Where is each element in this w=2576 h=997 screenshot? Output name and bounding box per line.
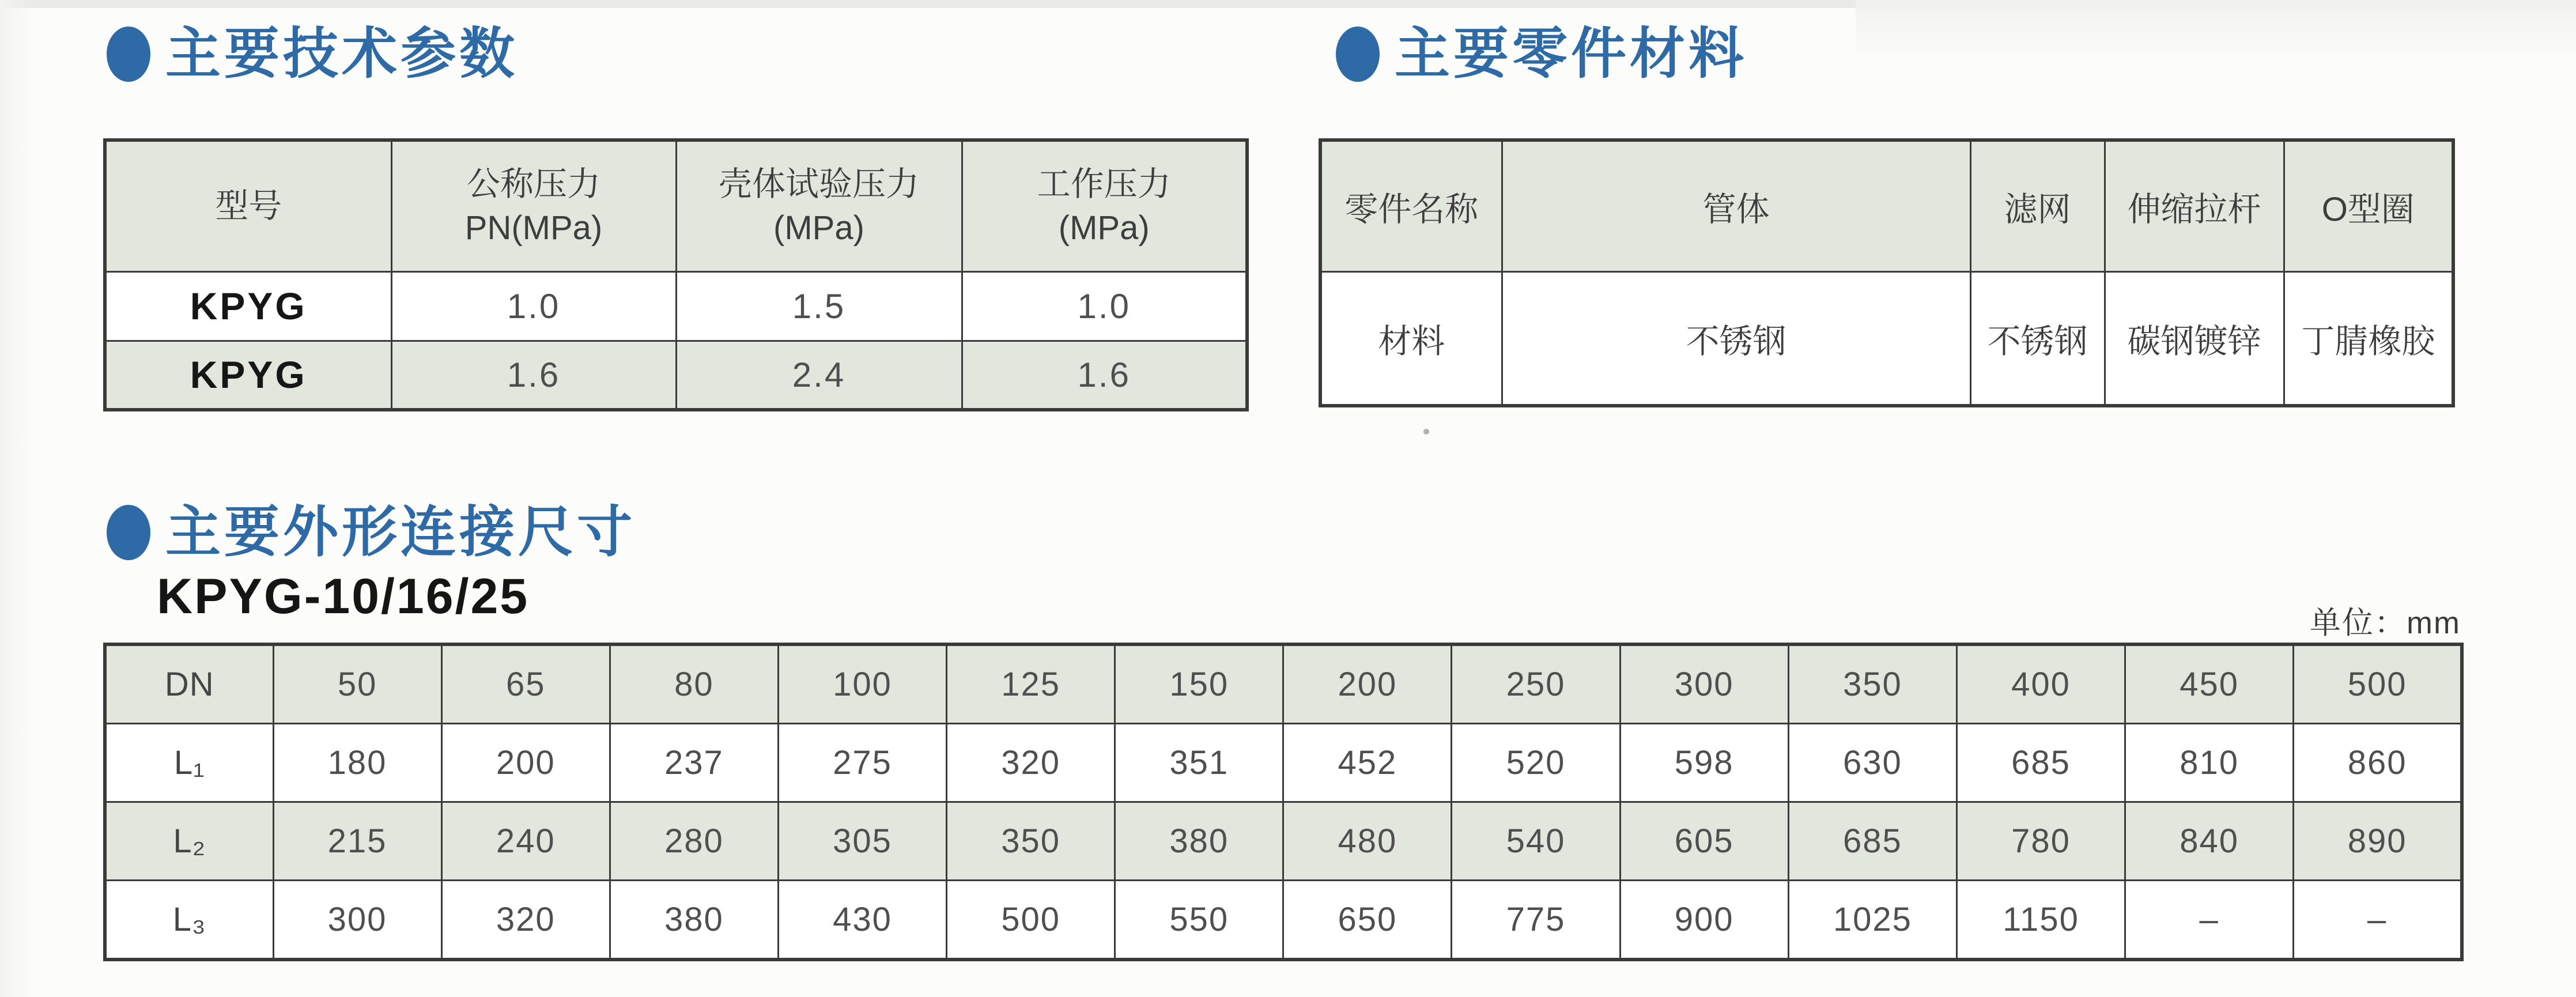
bullet-icon: [107, 27, 150, 82]
dimension-cell: 430: [778, 881, 946, 960]
dimension-cell: 351: [1115, 724, 1283, 802]
cell-material: 丁腈橡胶: [2284, 271, 2453, 406]
dimension-cell: 380: [610, 881, 778, 960]
cell-pn: 1.0: [391, 271, 676, 341]
dimension-cell: 1025: [1788, 881, 1956, 960]
cell-row-label: 材料: [1320, 271, 1502, 406]
dimension-cell: 1150: [1956, 881, 2125, 960]
header-pipe-body: 管体: [1502, 140, 1970, 271]
dimension-cell: 300: [273, 881, 441, 960]
cell-working: 1.6: [962, 341, 1247, 410]
cell-row-label: DN: [105, 644, 273, 724]
table-row: [105, 271, 1247, 341]
bullet-icon: [1336, 27, 1380, 82]
header-shell-test-pressure: [676, 140, 962, 271]
cell-material: 碳钢镀锌: [2105, 271, 2284, 406]
dimension-cell: 180: [273, 724, 441, 802]
dimension-cell: 100: [778, 644, 946, 724]
header-tie-rod: 伸缩拉杆: [2105, 140, 2284, 271]
dimension-cell: 320: [947, 724, 1115, 802]
dimension-cell: 200: [1283, 644, 1452, 724]
dimension-cell: –: [2294, 881, 2462, 960]
header-line: PN(MPa): [464, 209, 603, 247]
dimension-cell: 240: [441, 802, 610, 881]
header-line: 壳体试验压力: [718, 165, 919, 203]
section-title-materials: [1336, 23, 1747, 85]
header-strainer: 滤网: [1970, 140, 2105, 271]
dimension-cell: 810: [2125, 724, 2294, 802]
table-header-row: [105, 140, 1247, 271]
dimension-cell: 65: [441, 644, 610, 724]
table-row-l2: [105, 802, 2462, 881]
dimension-cell: 775: [1452, 881, 1620, 960]
dimension-cell: 275: [778, 724, 946, 802]
header-o-ring: O型圈: [2284, 140, 2453, 271]
cell-row-label: L₁: [105, 724, 273, 802]
unit-label: 单位：mm: [2310, 606, 2461, 640]
dimension-cell: 305: [778, 802, 946, 881]
header-part-name: 零件名称: [1320, 140, 1502, 271]
cell-pn: 1.6: [391, 341, 676, 410]
header-working-pressure: [962, 140, 1247, 271]
dimension-cell: 840: [2125, 802, 2294, 881]
scan-artifact-dot: [1423, 429, 1429, 435]
table-row: [1320, 271, 2453, 406]
header-line: 型号: [215, 187, 282, 225]
materials-table: [1319, 138, 2455, 407]
dimension-cell: 50: [273, 644, 441, 724]
table-row: [105, 341, 1247, 410]
dimension-cell: 80: [610, 644, 778, 724]
cell-shell-test: 1.5: [676, 271, 962, 341]
cell-material: 不锈钢: [1502, 271, 1970, 406]
cell-shell-test: 2.4: [676, 341, 962, 410]
dimension-cell: 480: [1283, 802, 1452, 881]
dimension-cell: 685: [1956, 724, 2125, 802]
table-row-l3: [105, 881, 2462, 960]
dimension-cell: 500: [947, 881, 1115, 960]
dimension-cell: 452: [1283, 724, 1452, 802]
dimension-cell: 400: [1956, 644, 2125, 724]
dimension-cell: 150: [1115, 644, 1283, 724]
dimension-cell: 550: [1115, 881, 1283, 960]
cell-row-label: L₂: [105, 802, 273, 881]
section-title-dimensions: [107, 501, 636, 563]
dimension-cell: 605: [1620, 802, 1788, 881]
dimension-cell: 630: [1788, 724, 1956, 802]
dimension-cell: 650: [1283, 881, 1452, 960]
scan-shade-top-right: [1856, 0, 2576, 58]
table-row-l1: [105, 724, 2462, 802]
table-row-dn: [105, 644, 2462, 724]
dimension-cell: 520: [1452, 724, 1620, 802]
technical-parameters-table: [103, 138, 1249, 411]
cell-row-label: L₃: [105, 881, 273, 960]
section-title-text: 主要外形连接尺寸: [165, 501, 636, 563]
cell-working: 1.0: [962, 271, 1247, 341]
cell-model: KPYG: [105, 271, 391, 341]
dimension-cell: 598: [1620, 724, 1788, 802]
dimension-cell: 320: [441, 881, 610, 960]
header-line: 公称压力: [466, 165, 600, 203]
dimension-cell: 860: [2294, 724, 2462, 802]
section-title-technical: [107, 23, 518, 85]
dimension-cell: 215: [273, 802, 441, 881]
dimension-cell: 780: [1956, 802, 2125, 881]
dimension-cell: 237: [610, 724, 778, 802]
header-line: (MPa): [1058, 209, 1150, 247]
section-title-text: 主要零件材料: [1395, 23, 1747, 85]
dimension-cell: 350: [947, 802, 1115, 881]
dimension-cell: 200: [441, 724, 610, 802]
dimension-cell: 450: [2125, 644, 2294, 724]
model-range-subtitle: KPYG-10/16/25: [157, 569, 530, 624]
dimension-cell: 380: [1115, 802, 1283, 881]
header-nominal-pressure: [391, 140, 676, 271]
dimension-cell: 900: [1620, 881, 1788, 960]
dimension-cell: 350: [1788, 644, 1956, 724]
bullet-icon: [107, 505, 150, 560]
dimension-cell: 500: [2294, 644, 2462, 724]
table-header-row: [1320, 140, 2453, 271]
dimension-cell: 685: [1788, 802, 1956, 881]
scan-shade-left: [0, 0, 35, 997]
cell-material: 不锈钢: [1970, 271, 2105, 406]
cell-model: KPYG: [105, 341, 391, 410]
dimension-cell: 280: [610, 802, 778, 881]
dimension-cell: 300: [1620, 644, 1788, 724]
section-title-text: 主要技术参数: [165, 23, 518, 85]
header-line: 工作压力: [1037, 165, 1171, 203]
dimension-cell: 540: [1452, 802, 1620, 881]
dimension-cell: 890: [2294, 802, 2462, 881]
dimensions-table: [103, 643, 2464, 961]
dimension-cell: –: [2125, 881, 2294, 960]
dimension-cell: 250: [1452, 644, 1620, 724]
dimension-cell: 125: [947, 644, 1115, 724]
header-model: [105, 140, 391, 271]
header-line: (MPa): [773, 209, 864, 247]
